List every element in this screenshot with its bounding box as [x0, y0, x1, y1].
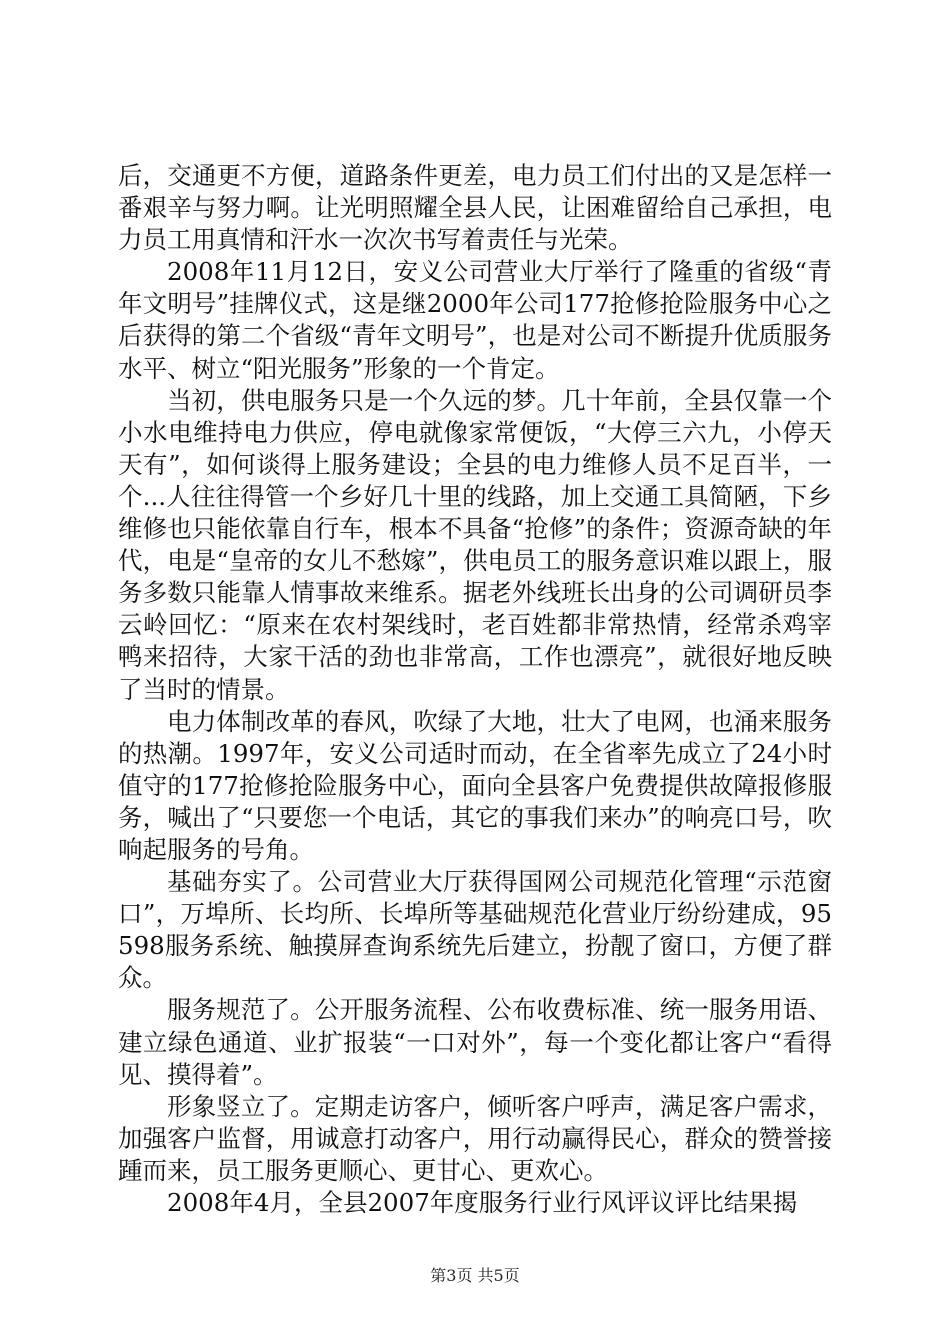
paragraph: 基础夯实了。公司营业大厅获得国网公司规范化管理“示范窗口”，万埠所、长均所、长埠所等基础规范化营业厅纷纷建成，95598服务系统、触摸屏查询系统先后建立，扮靓了窗口，方便了群众。: [118, 867, 832, 993]
paragraph: 当初，供电服务只是一个久远的梦。几十年前，全县仅靠一个小水电维持电力供应，停电就像家常便饭，“大停三六九，小停天天有”，如何谈得上服务建设；全县的电力维修人员不足百半，一个...人往往得管一个乡好几十里的线路，加上交通工具简陋，下乡维修也只能依靠自行车，根本不具备“抢修”的条件；资源奇缺的年代，电是“皇帝的女儿不愁嫁”，供电员工的服务意识难以跟上，服务多数只能靠人情事故来维系。据老外线班长出身的公司调研员李云岭回忆：“原来在农村架线时，老百姓都非常热情，经常杀鸡宰鸭来招待，大家干活的劲也非常高，工作也漂亮”，就很好地反映了当时的情景。: [118, 385, 832, 704]
paragraph: 形象竖立了。定期走访客户，倾听客户呼声，满足客户需求，加强客户监督，用诚意打动客户，用行动赢得民心，群众的赞誉接踵而来，员工服务更顺心、更甘心、更欢心。: [118, 1091, 832, 1185]
paragraph: 2008年11月12日，安义公司营业大厅举行了隆重的省级“青年文明号”挂牌仪式，这是继2000年公司177抢修抢险服务中心之后获得的第二个省级“青年文明号”，也是对公司不断提升优质服务水平、树立“阳光服务”形象的一个肯定。: [118, 257, 832, 383]
paragraph: 后，交通更不方便，道路条件更差，电力员工们付出的又是怎样一番艰辛与努力啊。让光明照耀全县人民，让困难留给自己承担，电力员工用真情和汗水一次次书写着责任与光荣。: [118, 161, 832, 255]
paragraph: 服务规范了。公开服务流程、公布收费标准、统一服务用语、建立绿色通道、业扩报装“一口对外”，每一个变化都让客户“看得见、摸得着”。: [118, 995, 832, 1089]
page-footer: 第3页 共5页: [430, 1266, 520, 1285]
paragraph: 2008年4月，全县2007年度服务行业行风评议评比结果揭: [167, 1188, 798, 1217]
paragraph: 电力体制改革的春风，吹绿了大地，壮大了电网，也涌来服务的热潮。1997年，安义公司适时而动，在全省率先成立了24小时值守的177抢修抢险服务中心，面向全县客户免费提供故障报修服务，喊出了“只要您一个电话，其它的事我们来办”的响亮口号，吹响起服务的号角。: [118, 706, 832, 864]
body-text: [118, 160, 832, 1219]
